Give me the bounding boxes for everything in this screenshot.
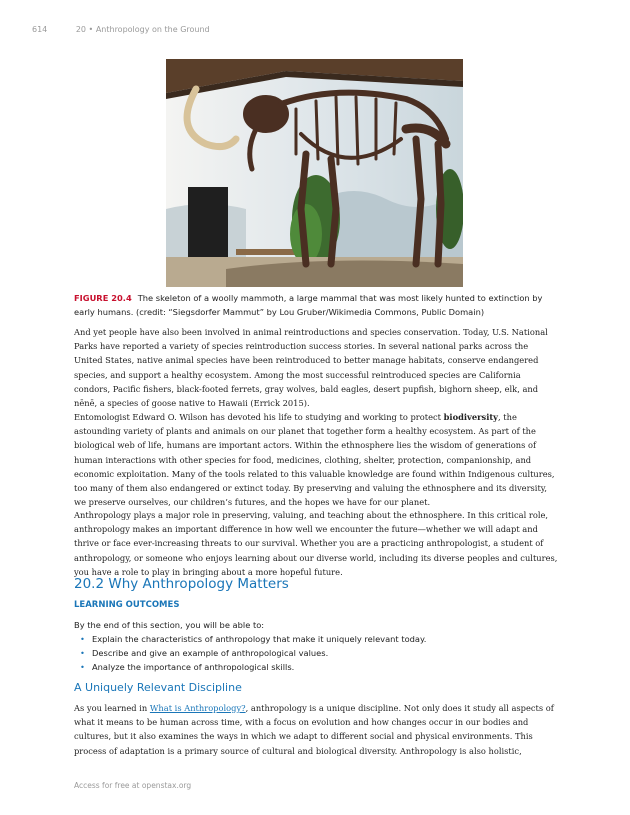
paragraph-biodiversity-start: Entomologist Edward O. Wilson has devoted his life to studying and working to protect xyxy=(74,412,444,422)
paragraph-unique-rest: , anthropology is a unique discipline. Not only does it study all aspects of what it means to be human across time, with a focus on evolution and how changes occur in our bodies and cultures, but it also examines the ways in which we adapt to different social and physical environments. This process of adaptation is a primary source of cultural and biological diversity. Anthropology is also holistic, xyxy=(74,703,554,756)
footer-access-text: Access for free at openstax.org xyxy=(74,781,192,790)
learning-outcomes-list xyxy=(74,632,426,674)
section-heading: 20.2 Why Anthropology Matters xyxy=(74,576,289,592)
mammoth-illustration xyxy=(166,59,463,287)
page-number: 614 xyxy=(32,25,48,34)
learning-outcome-text: Analyze the importance of anthropological skills. xyxy=(92,662,295,672)
paragraph-biodiversity xyxy=(74,410,558,509)
key-term-biodiversity: biodiversity xyxy=(443,412,498,422)
mammoth-skeleton-photo xyxy=(166,59,463,287)
bullet-icon: • xyxy=(80,648,85,658)
what-is-anthropology-link[interactable]: What is Anthropology? xyxy=(149,703,246,713)
learning-outcome-text: Describe and give an example of anthropological values. xyxy=(92,648,329,658)
bullet-icon: • xyxy=(80,662,85,672)
paragraph-ethnosphere: Anthropology plays a major role in preserving, valuing, and teaching about the ethnosphere. In this critical role, anthropology makes an important difference in how well we encounter the future—whether we will adapt and thrive or face ever-increasing threats to our survival. Whether you are a practicing anthropologist, a student of anthropology, or someone who enjoys learning about our diverse world, including its diverse peoples and cultures, you have a role to play in bringing about a more hopeful future. xyxy=(74,510,558,577)
figure-caption xyxy=(74,291,558,319)
paragraph-biodiversity-rest: , the astounding variety of plants and animals on our planet that together form a healthy ecosystem. As part of the biological web of life, humans are important actors. Within the ethnosphere lies the wisdom of generations of human interactions with other species for food, medicines, clothing, shelter, protection, companionship, and economic exploitation. Many of the tools related to this valuable knowledge are found within Indigenous cultures, too many of them also endangered or extinct today. By preserving and valuing the ethnosphere and its diversity, we preserve ourselves, our children’s futures, and the hopes we have for our planet. xyxy=(74,412,555,508)
running-head xyxy=(32,25,210,34)
learning-outcome-item xyxy=(74,646,426,660)
learning-outcome-text: Explain the characteristics of anthropology that make it uniquely relevant today. xyxy=(92,634,427,644)
learning-outcomes-label: LEARNING OUTCOMES xyxy=(74,600,180,610)
paragraph-unique-start: As you learned in xyxy=(74,703,150,713)
paragraph-reintroductions: And yet people have also been involved in animal reintroductions and species conservation. Today, U.S. National Parks have reported a variety of species reintroduction success stories. In several national parks across the United States, native animal species have been reintroduced to better manage habitats, conserve endangered species, and support a healthy ecosystem. Among the most successful reintroduced species are California condors, Pacific fishers, black-footed ferrets, gray wolves, bald eagles, desert pupfish, bighorn sheep, elk, and nēnē, a species of goose native to Hawaii (Errick 2015). xyxy=(74,327,548,409)
learning-outcomes-intro: By the end of this section, you will be able to: xyxy=(74,620,265,630)
learning-outcome-item xyxy=(74,632,426,646)
figure-caption-text: The skeleton of a woolly mammoth, a large mammal that was most likely hunted to extinction by early humans. (credit: “Siegsdorfer Mammut” by Lou Gruber/Wikimedia Commons, Public Domain) xyxy=(74,293,543,317)
chapter-title: 20 • Anthropology on the Ground xyxy=(75,25,210,34)
learning-outcome-item xyxy=(74,660,426,674)
paragraph-unique-discipline xyxy=(74,701,558,758)
subsection-heading: A Uniquely Relevant Discipline xyxy=(74,681,242,694)
figure-label: FIGURE 20.4 xyxy=(74,293,132,303)
bullet-icon: • xyxy=(80,634,85,644)
